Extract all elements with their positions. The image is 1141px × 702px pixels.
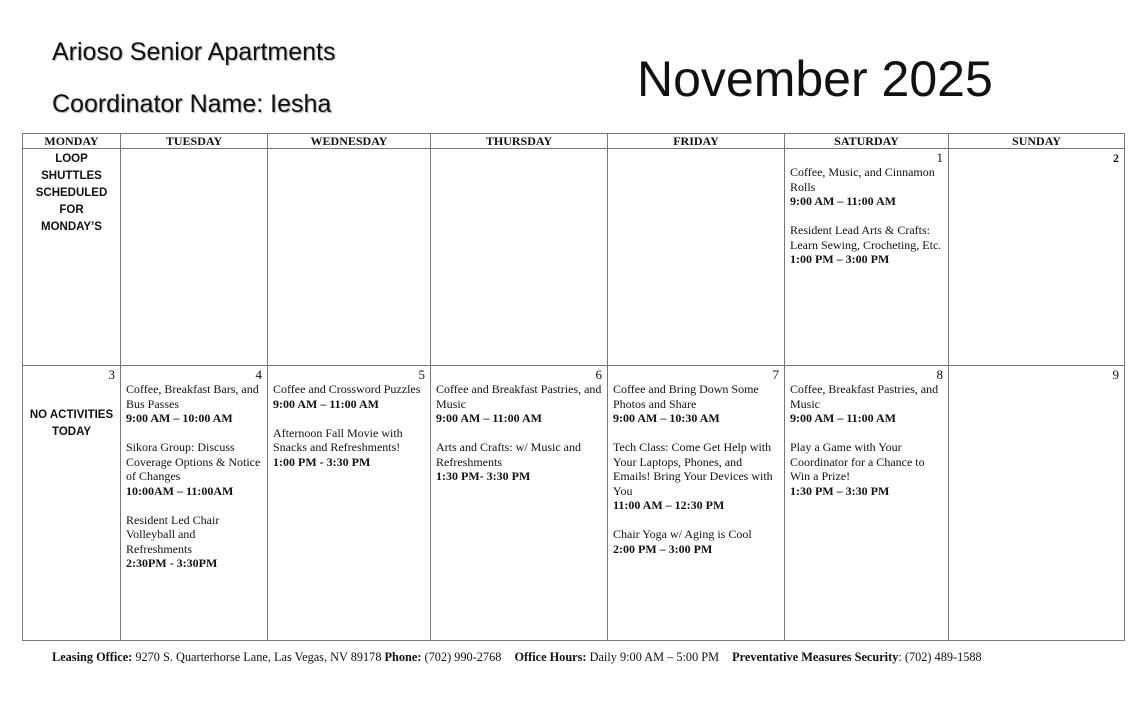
weekday-friday: FRIDAY — [608, 134, 785, 149]
event — [126, 440, 262, 498]
day-cell-empty — [608, 149, 785, 366]
event — [126, 513, 262, 571]
day-cell-7 — [608, 366, 785, 641]
week-row — [23, 366, 1125, 641]
day-number: 2 — [1113, 151, 1119, 165]
calendar-grid — [22, 133, 1125, 641]
day-number: 8 — [936, 367, 943, 382]
office-label: Leasing Office: — [52, 650, 133, 664]
shuttle-note-line: SCHEDULED — [35, 187, 108, 199]
event-title: Resident Lead Arts & Crafts: Learn Sewing, Crocheting, Etc. — [790, 223, 942, 252]
shuttle-note-line: FOR — [59, 204, 84, 216]
event-time: 9:00 AM – 11:00 AM — [436, 411, 542, 425]
event-title: Sikora Group: Discuss Coverage Options & Notice of Changes — [126, 440, 261, 483]
property-name: Arioso Senior Apartments — [52, 38, 336, 66]
event — [790, 440, 943, 498]
event-time: 1:30 PM – 3:30 PM — [790, 483, 890, 498]
event-title: Play a Game with Your Coordinator for a Chance to Win a Prize! — [790, 440, 925, 483]
week-row — [23, 149, 1125, 366]
event-time: 10:00AM – 11:00AM — [126, 483, 234, 498]
event-time: 1:00 PM – 3:00 PM — [790, 252, 890, 266]
event-time: 9:00 AM – 11:00 AM — [273, 396, 379, 411]
day-cell-8 — [785, 366, 949, 641]
no-activities-line: NO ACTIVITIES — [29, 409, 114, 421]
phone-number: (702) 990-2768 — [424, 650, 502, 664]
event-title: Coffee, Music, and Cinnamon Rolls — [790, 165, 935, 194]
weekday-saturday: SATURDAY — [785, 134, 949, 149]
event-time: 11:00 AM – 12:30 PM — [613, 498, 725, 512]
no-activities-line: TODAY — [52, 426, 91, 438]
weekday-sunday: SUNDAY — [949, 134, 1125, 149]
security-label: Preventative Measures Security — [732, 650, 899, 664]
day-number: 5 — [418, 367, 425, 382]
event-title: Afternoon Fall Movie with Snacks and Refreshments! — [273, 425, 403, 454]
event-title: Chair Yoga w/ Aging is Cool — [613, 527, 752, 541]
event — [613, 527, 779, 556]
event-time: 1:00 PM - 3:30 PM — [273, 454, 371, 469]
shuttle-note-line: LOOP — [55, 153, 88, 165]
month-title: November 2025 — [637, 51, 993, 107]
day-number: 1 — [936, 150, 943, 165]
shuttle-note-line: SHUTTLES — [41, 170, 102, 182]
event-title: Coffee, Breakfast Pastries, and Music — [790, 382, 939, 411]
event-title: Resident Led Chair Volleyball and Refreshments — [126, 512, 220, 556]
event-time: 9:00 AM – 10:30 AM — [613, 411, 720, 425]
day-cell-9 — [949, 366, 1125, 641]
event-title: Arts and Crafts: w/ Music and Refreshments — [436, 440, 581, 469]
event — [436, 382, 602, 426]
no-activities-note — [28, 407, 115, 441]
day-cell-1 — [785, 149, 949, 366]
day-cell-4 — [121, 366, 268, 641]
footer — [52, 650, 982, 665]
event-time: 9:00 AM – 11:00 AM — [790, 411, 896, 425]
event — [790, 382, 943, 426]
phone-label: Phone: — [384, 650, 422, 664]
day-cell-5 — [268, 366, 431, 641]
day-number: 7 — [772, 367, 779, 382]
day-cell-empty — [431, 149, 608, 366]
event-title: Coffee, Breakfast Bars, and Bus Passes — [126, 382, 259, 411]
day-number: 3 — [108, 367, 115, 382]
event — [613, 382, 779, 426]
security-phone: : (702) 489-1588 — [898, 650, 982, 664]
event — [613, 440, 779, 513]
weekday-thursday: THURSDAY — [431, 134, 608, 149]
day-cell-empty — [268, 149, 431, 366]
event — [790, 165, 943, 209]
event-title: Tech Class: Come Get Help with Your Laptops, Phones, and Emails! Bring Your Devices with You — [613, 440, 773, 498]
day-cell-2 — [949, 149, 1125, 366]
weekday-header-row — [23, 134, 1125, 149]
event-title: Coffee and Breakfast Pastries, and Music — [436, 382, 602, 411]
event-time: 1:30 PM- 3:30 PM — [436, 469, 531, 483]
event — [273, 426, 425, 470]
event-title: Coffee and Bring Down Some Photos and Share — [613, 382, 759, 411]
day-cell-empty — [121, 149, 268, 366]
event — [790, 223, 943, 267]
office-address: 9270 S. Quarterhorse Lane, Las Vegas, NV 89178 — [135, 650, 382, 664]
day-number: 9 — [1112, 367, 1119, 382]
shuttle-note-line: MONDAY’S — [41, 221, 102, 233]
event-title: Coffee and Crossword Puzzles — [273, 382, 421, 396]
coordinator-name: Coordinator Name: Iesha — [52, 90, 332, 118]
day-cell-3 — [23, 366, 121, 641]
weekday-monday: MONDAY — [23, 134, 121, 149]
day-number: 6 — [595, 367, 602, 382]
weekday-tuesday: TUESDAY — [121, 134, 268, 149]
event-time: 9:00 AM – 10:00 AM — [126, 411, 233, 425]
event-time: 2:00 PM – 3:00 PM — [613, 541, 713, 556]
hours-label: Office Hours: — [514, 650, 587, 664]
event — [273, 382, 425, 411]
office-hours: Daily 9:00 AM – 5:00 PM — [589, 650, 720, 664]
day-cell-empty — [23, 149, 121, 366]
event — [436, 440, 602, 484]
event — [126, 382, 262, 426]
event-time: 9:00 AM – 11:00 AM — [790, 194, 896, 208]
day-number: 4 — [255, 367, 262, 382]
weekday-wednesday: WEDNESDAY — [268, 134, 431, 149]
day-cell-6 — [431, 366, 608, 641]
event-time: 2:30PM - 3:30PM — [126, 556, 218, 570]
shuttle-note — [28, 151, 115, 236]
